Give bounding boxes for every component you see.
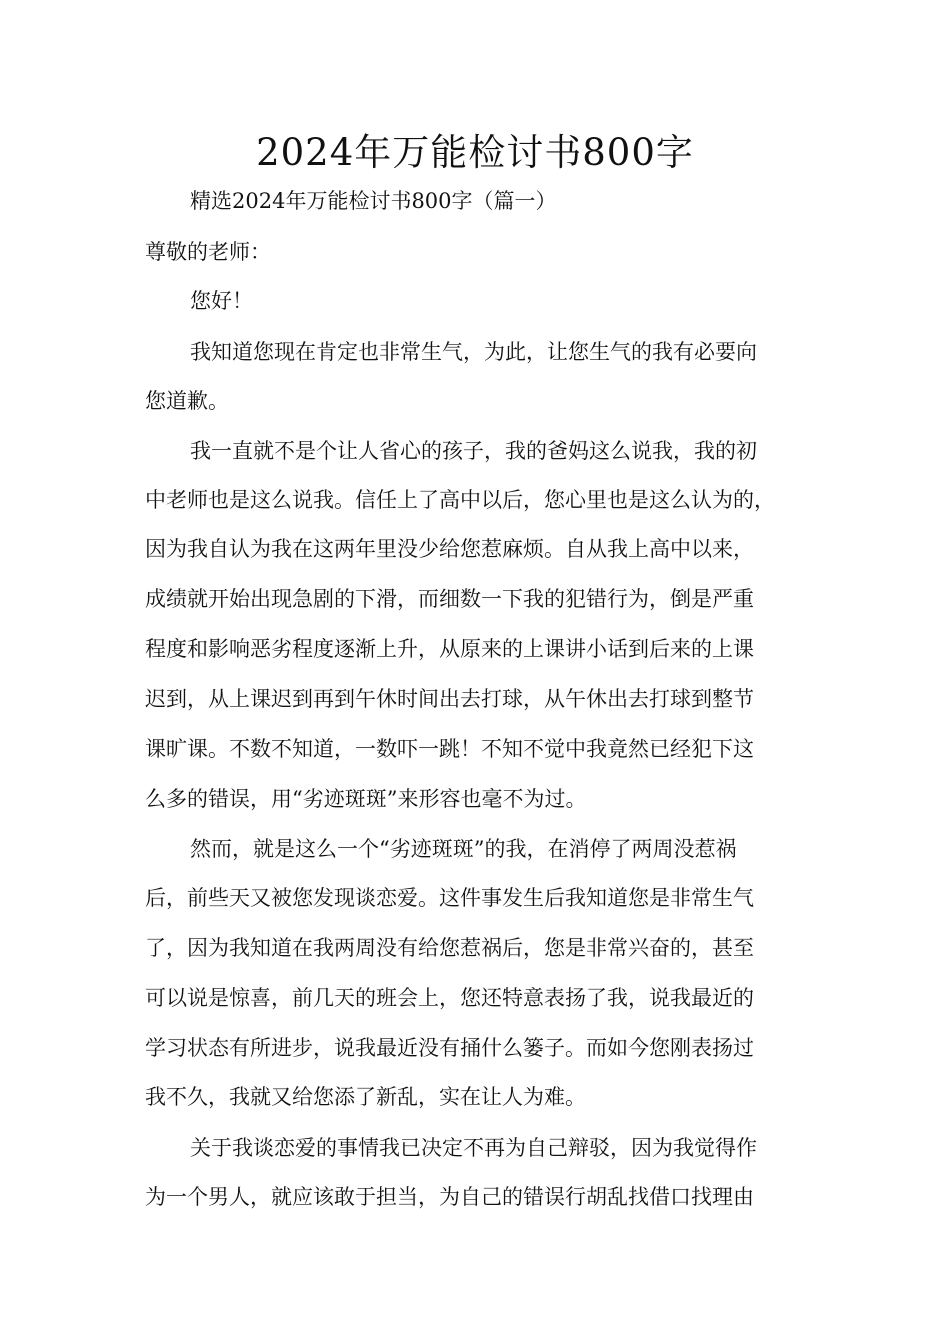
paragraph-line: 我知道您现在肯定也非常生气，为此，让您生气的我有必要向 (190, 340, 757, 364)
paragraph-line: 程度和影响恶劣程度逐渐上升，从原来的上课讲小话到后来的上课 (145, 637, 754, 661)
paragraph-line: 迟到，从上课迟到再到午休时间出去打球，从午休出去打球到整节 (145, 687, 754, 711)
paragraph-line: 了，因为我知道在我两周没有给您惹祸后，您是非常兴奋的，甚至 (145, 936, 754, 960)
paragraph-line: 可以说是惊喜，前几天的班会上，您还特意表扬了我，说我最近的 (145, 986, 754, 1010)
paragraph-line: 我一直就不是个让人省心的孩子，我的爸妈这么说我，我的初 (190, 439, 757, 463)
paragraph-line: 成绩就开始出现急剧的下滑，而细数一下我的犯错行为，倒是严重 (145, 587, 754, 611)
paragraph-line: 课旷课。不数不知道，一数吓一跳！不知不觉中我竟然已经犯下这 (145, 737, 754, 761)
paragraph-line: 学习状态有所进步，说我最近没有捅什么篓子。而如今您刚表扬过 (145, 1036, 754, 1060)
paragraph-line: 关于我谈恋爱的事情我已决定不再为自己辩驳，因为我觉得作 (190, 1136, 757, 1160)
paragraph-line: 中老师也是这么说我。信任上了高中以后，您心里也是这么认为的， (145, 488, 775, 512)
paragraph-line: 后，前些天又被您发现谈恋爱。这件事发生后我知道您是非常生气 (145, 886, 754, 910)
paragraph-line: 我不久，我就又给您添了新乱，实在让人为难。 (145, 1085, 586, 1109)
paragraph-line: 因为我自认为我在这两年里没少给您惹麻烦。自从我上高中以来， (145, 537, 754, 561)
paragraph-line: 为一个男人，就应该敢于担当，为自己的错误行胡乱找借口找理由 (145, 1185, 754, 1209)
paragraph-line: 您道歉。 (145, 389, 229, 413)
greeting: 您好！ (190, 289, 253, 313)
paragraph-line: 然而，就是这么一个“劣迹斑斑”的我，在消停了两周没惹祸 (190, 837, 737, 861)
salutation: 尊敬的老师： (145, 240, 271, 264)
paragraph-line: 么多的错误，用“劣迹斑斑”来形容也毫不为过。 (145, 787, 587, 811)
document-title: 2024年万能检讨书800字 (256, 131, 694, 174)
document-subtitle: 精选2024年万能检讨书800字（篇一） (190, 189, 557, 213)
